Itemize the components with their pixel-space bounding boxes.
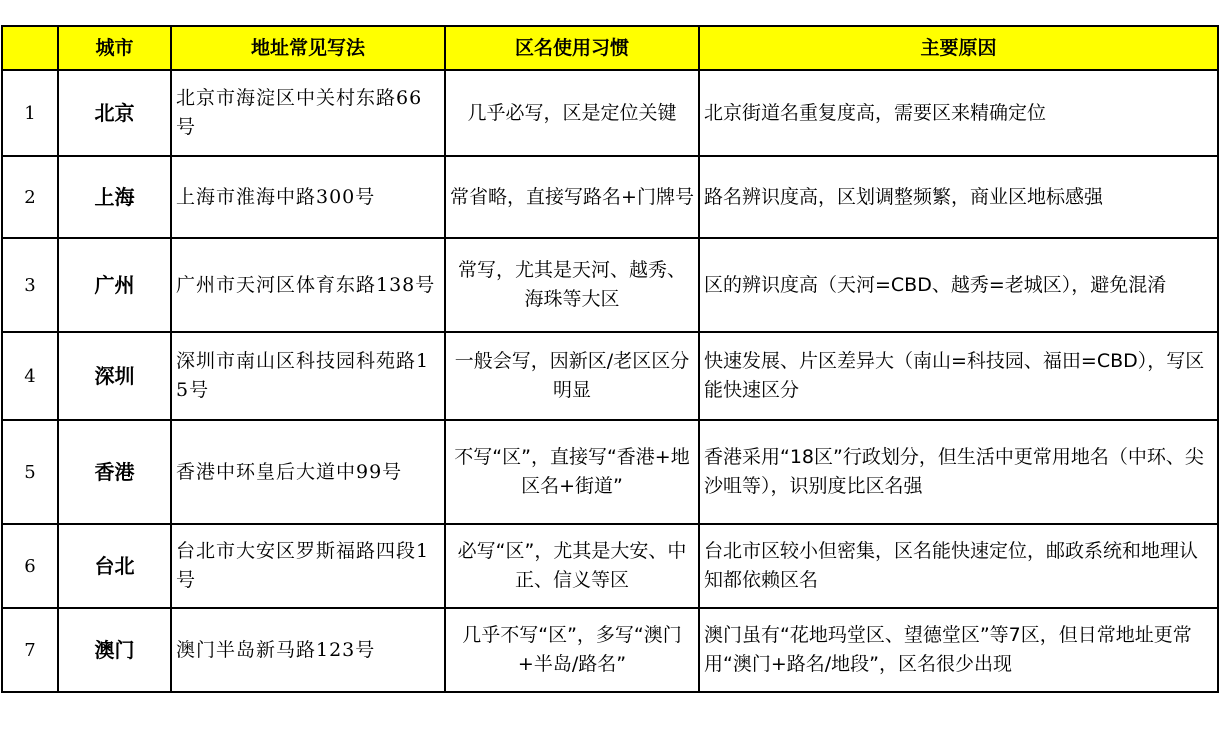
reason-cell: 台北市区较小但密集，区名能快速定位，邮政系统和地理认知都依赖区名 [699,524,1218,608]
usage-cell: 几乎必写，区是定位关键 [445,70,699,156]
address-cell: 广州市天河区体育东路138号 [171,238,445,332]
reason-cell: 香港采用“18区”行政划分，但生活中更常用地名（中环、尖沙咀等），识别度比区名强 [699,420,1218,524]
row-number: 6 [2,524,58,608]
table-row [2,156,1218,238]
usage-cell: 几乎不写“区”，多写“澳门+半岛/路名” [445,608,699,692]
reason-cell: 路名辨识度高，区划调整频繁，商业区地标感强 [699,156,1218,238]
address-cell: 北京市海淀区中关村东路66号 [171,70,445,156]
row-number: 3 [2,238,58,332]
usage-cell: 常省略，直接写路名+门牌号 [445,156,699,238]
usage-cell: 常写，尤其是天河、越秀、海珠等大区 [445,238,699,332]
reason-cell: 澳门虽有“花地玛堂区、望德堂区”等7区，但日常地址更常用“澳门+路名/地段”，区名很少出现 [699,608,1218,692]
city-cell: 台北 [58,524,171,608]
header-usage: 区名使用习惯 [445,26,699,70]
reason-cell: 快速发展、片区差异大（南山=科技园、福田=CBD），写区能快速区分 [699,332,1218,420]
table-row [2,524,1218,608]
header-address: 地址常见写法 [171,26,445,70]
header-reason: 主要原因 [699,26,1218,70]
table-row [2,332,1218,420]
city-cell: 香港 [58,420,171,524]
row-number: 2 [2,156,58,238]
table-row [2,238,1218,332]
city-cell: 澳门 [58,608,171,692]
city-cell: 北京 [58,70,171,156]
address-cell: 深圳市南山区科技园科苑路15号 [171,332,445,420]
header-city: 城市 [58,26,171,70]
header-row [2,26,1218,70]
address-cell: 上海市淮海中路300号 [171,156,445,238]
reason-cell: 区的辨识度高（天河=CBD、越秀=老城区），避免混淆 [699,238,1218,332]
header-num [2,26,58,70]
row-number: 1 [2,70,58,156]
address-cell: 香港中环皇后大道中99号 [171,420,445,524]
row-number: 7 [2,608,58,692]
address-cell: 台北市大安区罗斯福路四段1号 [171,524,445,608]
table-row [2,420,1218,524]
table-row [2,70,1218,156]
table-row [2,608,1218,692]
row-number: 4 [2,332,58,420]
usage-cell: 不写“区”，直接写“香港+地区名+街道” [445,420,699,524]
address-cell: 澳门半岛新马路123号 [171,608,445,692]
city-cell: 广州 [58,238,171,332]
city-cell: 深圳 [58,332,171,420]
city-cell: 上海 [58,156,171,238]
usage-cell: 一般会写，因新区/老区区分明显 [445,332,699,420]
row-number: 5 [2,420,58,524]
address-table [1,25,1219,693]
usage-cell: 必写“区”，尤其是大安、中正、信义等区 [445,524,699,608]
reason-cell: 北京街道名重复度高，需要区来精确定位 [699,70,1218,156]
